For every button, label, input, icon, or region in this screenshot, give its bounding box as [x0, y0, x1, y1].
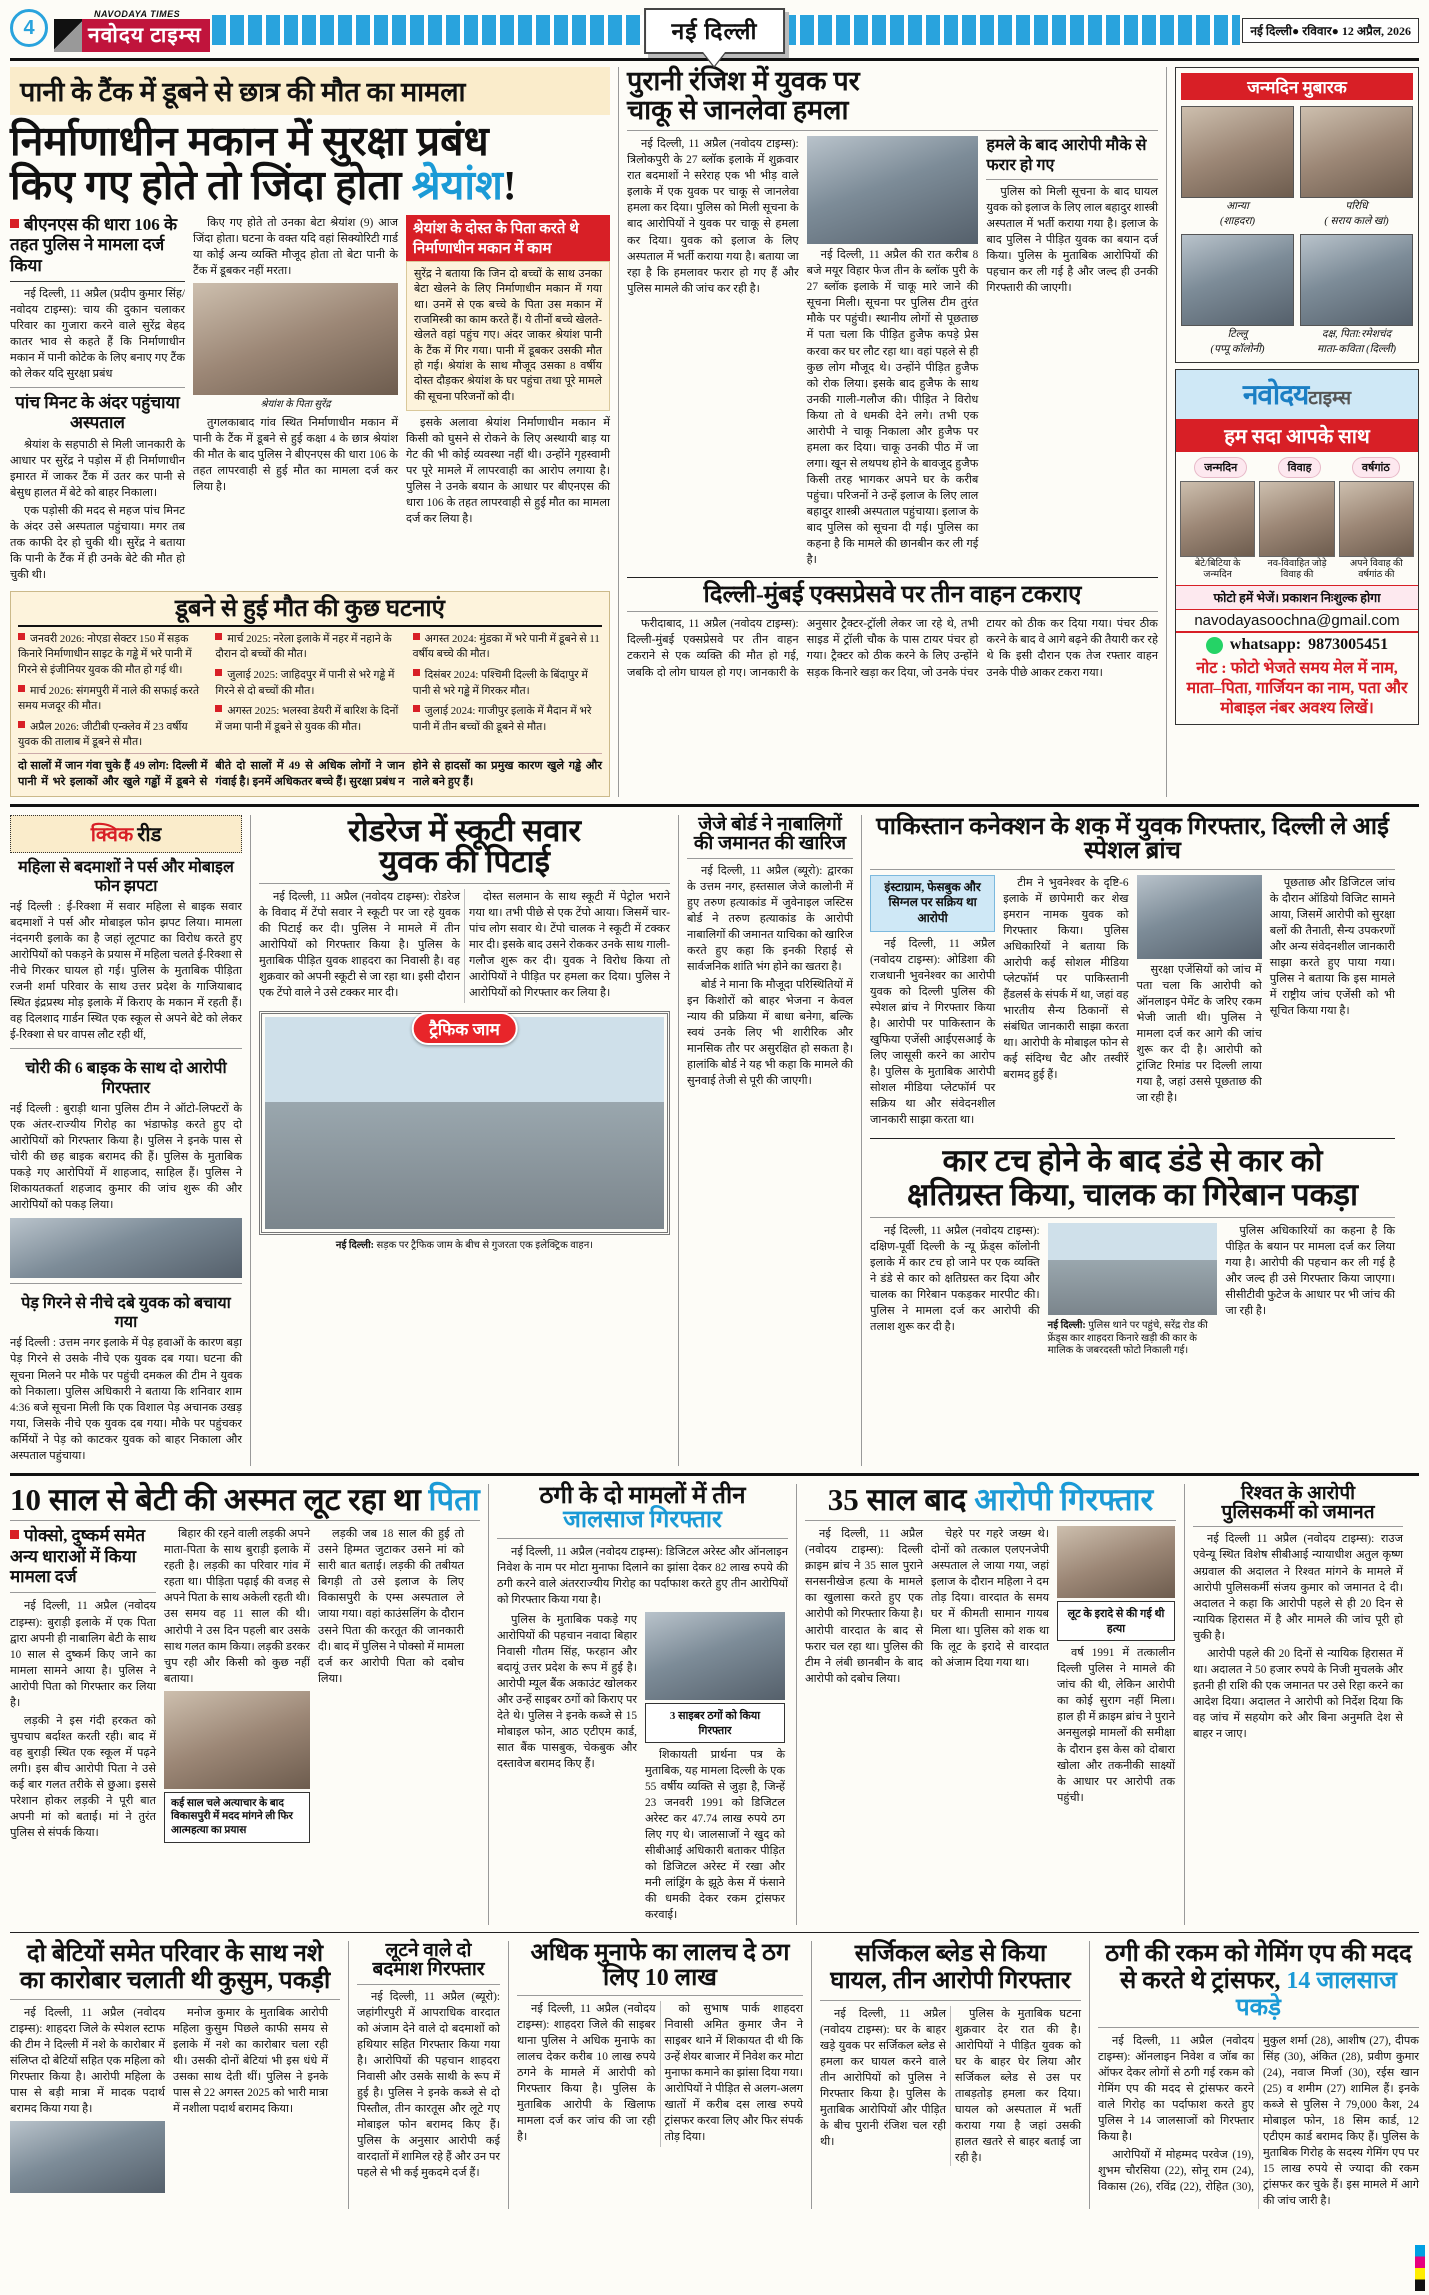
- ad-photo-row: [1176, 481, 1418, 582]
- profit-scam-headline: अधिक मुनाफे का लालच दे ठग लिए 10 लाख: [530, 1940, 790, 1991]
- roadrage-headline: रोडरेज में स्कूटी सवार युवक की पिटाई: [347, 812, 582, 880]
- lead-col2-body: किए गए होते तो उनका बेटा श्रेयांश (9) आज जिंदा होता। घटना के वक्त यदि वहां सिक्योरिटी गार्ड या कोई अन्य व्यक्ति मौजूद होता तो बेटा पानी के टैंक में डूबकर नहीं मरता।: [193, 216, 398, 277]
- pocso-body-3: लड़की जब 18 साल की हुई तो उसने हिम्मत जुटाकर उसने मां को सारी बात बताई। लड़की की तबीयत बिगड़ी तो उसे इलाज के लिए विकासपुरी के एम्स अस्पताल ले जाया गया। वहां काउंसलिंग के दौरान उसने पिता की करतूत की जानकारी दी। बाद में पुलिस ने पोक्सो में मामला दर्ज कर आरोपी पिता को दबोच लिया।: [318, 1528, 464, 1685]
- list-bullet-icon: [215, 633, 222, 640]
- ad-note: फोटो हमें भेजें। प्रकाशन निःशुल्क होगा: [1176, 585, 1418, 610]
- gaming-app-body: नई दिल्ली, 11 अप्रैल (नवोदय टाइम्स): ऑनलाइन निवेश व जॉब का ऑफर देकर लोगों से ठगी गई रकम को गेमिंग एप की मदद से ट्रांसफर करने वाले गिरोह का पर्दाफाश करते हुए पुलिस ने 14 जालसाजों को गिरफ्तार किया है। आरोपियों में मोहम्मद परवेज (19), शुभम चौरसिया (22), सोनू राम (24), विकास (26), रविंद्र (22), रोहित (30), मुकुल शर्मा (28), आशीष (27), दीपक सिंह (30), अंकित (28), प्रवीण कुमार (24), नवाज मिर्जा (30), रईस खान (25) व शमीम (27) शामिल हैं। इनके कब्जे से पुलिस ने 79,000 कैश, 24 मोबाइल फोन, 18 सिम कार्ड, 12 एटीएम कार्ड बरामद किए हैं। पुलिस के मुताबिक गिरोह के सदस्य गेमिंग एप पर 15 लाख रुपये से ज्यादा की रकम ट्रांसफर कर चुके हैं। इस मामले में आगे की जांच जारी है।: [1098, 2034, 1419, 2208]
- top-package: [10, 67, 1419, 797]
- fraud-headline: ठगी के दो मामलों में तीन जालसाज गिरफ्तार: [539, 1482, 746, 1534]
- drowning-box-title: डूबने से हुई मौत की कुछ घटनाएं: [18, 597, 602, 626]
- lead-subcolumns: [10, 215, 610, 585]
- quick-read-3-body: नई दिल्ली : उत्तम नगर इलाके में पेड़ हवाओं के कारण बड़ा पेड़ गिरने से उसके नीचे एक युवक दब गया। घटना की सूचना मिलने पर मौके पर पहुंची दमकल की टीम ने युवक को निकाला। पुलिस अधिकारी ने बताया कि शनिवार शाम 4:36 बजे सूचना मिली कि एक विशाल पेड़ अचानक उखड़ गया, जिसके नीचे एक युवक दब गया। मौके पर पहुंचकर कर्मियों ने पेड़ को काटकर युवक को बाहर निकाला और अस्पताल पहुंचाया।: [10, 1337, 242, 1462]
- robbers-body: नई दिल्ली, 11 अप्रैल (ब्यूरो): जहांगीरपुरी में आपराधिक वारदात को अंजाम देने वाले दो बदमाशों को हथियार सहित गिरफ्तार किया गया है। आरोपियों की पहचान शाहदरा निवासी और उसके साथी के रूप में हुई है। पुलिस ने इनके कब्जे से दो पिस्तौल, तीन कारतूस और लूटे गए मोबाइल फोन बरामद किए हैं। पुलिस के अनुसार आरोपी कई वारदातों में शामिल रहे हैं और उन पर पहले से भी कई मुकदमे दर्ज हैं।: [357, 1990, 500, 2180]
- birthday-person: [1181, 234, 1294, 356]
- birthday-person: [1300, 234, 1413, 356]
- drowning-box-footer: दो सालों में जान गंवा चुके हैं 49 लोग: दिल्ली में पानी में भरे इलाकों और खुले गड्ढों में डूबने से बीते दो सालों में 49 से अधिक लोगों ने जान गंवाई है। इनमें अधिकतर बच्चे हैं। सुरक्षा प्रबंध न होने से हादसों का प्रमुख कारण खुले गड्ढे और नाले बने हुए हैं।: [18, 753, 602, 791]
- knife-attack-illustration: [807, 136, 979, 244]
- bribe-body: नई दिल्ली 11 अप्रैल (नवोदय टाइम्स): राउज एवेन्यू स्थित विशेष सीबीआई न्यायाधीश अतुल कृष्ण अग्रवाल की अदालत ने रिश्वत मांगने के मामले में आरोपी पुलिसकर्मी संजय कुमार को जमानत दे दी। अदालत ने कहा कि आरोपी पहले से ही 20 दिन से न्यायिक हिरासत में है और मामले की जांच पूरी हो चुकी है। आरोपी पहले की 20 दिनों से न्यायिक हिरासत में था। अदालत ने 50 हजार रुपये के निजी मुचलके और इतनी ही राशि की एक जमानत पर उसे रिहा करने का आदेश दिया। अदालत ने आरोपी को निर्देश दिया कि वह जांच में सहयोग करे और बिना अनुमति देश से बाहर न जाए।: [1193, 1533, 1403, 1740]
- birthday-person-place: ( सराय काले खां): [1324, 216, 1389, 228]
- birthday-photo: [1181, 234, 1294, 326]
- color-registration-mark: [1415, 2245, 1425, 2291]
- page-number-badge: [10, 9, 52, 51]
- pakistan-body-4: पूछताछ और डिजिटल जांच के दौरान ऑडियो विजिट सामने आया, जिसमें आरोपी को सुरक्षा बलों की तैनाती, सैन्य उपकरणों और अन्य संवेदनशील जानकारी साझा करते हुए पाया गया। पुलिस ने बताया कि इस मामले में राष्ट्रीय जांच एजेंसी को भी सूचित किया गया है।: [1269, 876, 1395, 1018]
- right-rail: [1166, 67, 1419, 797]
- quick-read-1-body: नई दिल्ली : ई-रिक्शा में सवार महिला से बाइक सवार बदमाशों ने पर्स और मोबाइल फोन झपट लिया। मामला नंदनगरी इलाके का है जहां लूटपाट का विरोध करते हुए आरोपियों को पकड़ने के प्रयास में महिला चलते ई-रिक्शा से नीचे गिरकर घायल हो गई। पुलिस के मुताबिक पीड़िता रजनी शर्मा परिवार के साथ उत्तर प्रदेश के गाजियाबाद स्थित इंद्रप्रस्थ मोड़ इलाके में किराए के मकान में रहती हैं। वह दिलशाद गार्डन स्थित एक स्कूल से अपने बेटे को लेकर ई-रिक्शा से घर वापस लौट रही थीं,: [10, 901, 242, 1042]
- ad-logo: [1176, 370, 1418, 419]
- fraud-body-1: नई दिल्ली, 11 अप्रैल (नवोदय टाइम्स): डिजिटल अरेस्ट और ऑनलाइन निवेश के नाम पर मोटा मुनाफा दिलाने का झांसा देकर 82 लाख रुपये की ठगी करने वाले अंतरराज्यीय गिरोह का पर्दाफाश करते हुए तीन आरोपियों को गिरफ्तार किया गया है।: [497, 1545, 788, 1606]
- birthday-person-name: टिल्लू: [1227, 329, 1248, 341]
- newspaper-logo: [54, 9, 210, 52]
- drug-body-1: नई दिल्ली, 11 अप्रैल (नवोदय टाइम्स): शाहदरा जिले के स्पेशल स्टाफ की टीम ने दिल्ली में नशे के कारोबार में संलिप्त दो बेटियों सहित एक महिला को गिरफ्तार किया है। आरोपी महिला के पास से बड़ी मात्रा में मादक पदार्थ बरामद किया गया है।: [10, 2006, 165, 2116]
- ad-pill-row: [1176, 452, 1418, 481]
- birthday-photo: [1300, 106, 1413, 198]
- lead-col2-body2: तुगलकाबाद गांव स्थित निर्माणाधीन मकान में पानी के टैंक में डूबने से हुई कक्षा 4 के छात्र श्रेयांश की मौत के बाद पुलिस ने बीएनएस की धारा 106 के तहत लापरवाही से हुई मौत का मामला दर्ज कर लिया है।: [193, 417, 398, 494]
- pakistan-col-4: [1270, 875, 1395, 1130]
- cold-case-story: [796, 1481, 1176, 1925]
- car-col-2: [1048, 1223, 1218, 1358]
- whatsapp-icon: [1206, 637, 1223, 654]
- logo-hindi-name: नवोदय टाइम्स: [82, 19, 210, 52]
- cold-case-col-2: [931, 1526, 1049, 1807]
- knife-col-3: [986, 136, 1158, 570]
- list-bullet-icon: [413, 705, 420, 712]
- lower-band-2: [10, 1941, 1419, 2209]
- ad-caption-2: नव-विवाहित जोड़े विवाह की: [1267, 558, 1327, 580]
- ad-photo-couple-anniversary: [1339, 481, 1414, 557]
- knife-body-3: पुलिस को मिली सूचना के बाद घायल युवक को इलाज के लिए लाल बहादुर शास्त्री अस्पताल में भर्ती कराया गया है। इलाज के बाद पुलिस ने पीड़ित युवक का बयान दर्ज किया। पुलिस के मुताबिक आरोपियों की पहचान कर ली गई है और जल्द ही उनकी गिरफ्तारी की जाएगी।: [986, 185, 1159, 294]
- dateline: नई दिल्ली● रविवार● 12 अप्रैल, 2026: [1242, 18, 1419, 43]
- list-bullet-icon: [18, 721, 25, 728]
- traffic-photo-frame: [259, 1011, 670, 1235]
- quick-read-column: [10, 815, 242, 1466]
- car-damage-headline: कार टच होने के बाद डंडे से कार को क्षतिग्रस्त किया, चालक का गिरेबान पकड़ा: [907, 1142, 1358, 1213]
- pakistan-car-column: [861, 815, 1395, 1466]
- birthday-person: [1300, 106, 1413, 228]
- quick-read-1-headline: महिला से बदमाशों ने पर्स और मोबाइल फोन झपटा: [18, 858, 234, 896]
- pocso-col-3: [318, 1526, 464, 1843]
- pakistan-body-3: सुरक्षा एजेंसियों को जांच में पता चला कि आरोपी को ऑनलाइन पेमेंट के जरिए रकम भेजी जाती थी। पुलिस ने मामला दर्ज कर आगे की जांच शुरू कर दी है। आरोपी को ट्रांजिट रिमांड पर दिल्ली लाया गया है, जहां उससे पूछताछ की जा रही है।: [1136, 963, 1262, 1105]
- lead-headline-line1: निर्माणाधीन मकान में सुरक्षा प्रबंध: [10, 118, 489, 164]
- car-body-2: पुलिस अधिकारियों का कहना है कि पीड़ित के बयान पर मामला दर्ज कर लिया गया है। आरोपी की पहचान कर ली गई है और जल्द ही उसे गिरफ्तार किया जाएगा। सीसीटीवी फुटेज के आधार पर भी जांच की जा रही है।: [1225, 1225, 1396, 1318]
- pakistan-body-2: टीम ने भुवनेश्वर के दृष्टि-6 इलाके में छापेमारी कर शेख इमरान नामक युवक को गिरफ्तार किया। पुलिस अधिकारियों ने बताया कि आरोपी कई सोशल मीडिया प्लेटफॉर्म पर पाकिस्तानी हैंडलर्स के संपर्क में था, जहां वह भारतीय सैन्य ठिकानों से संबंधित जानकारी साझा करता था। आरोपी के मोबाइल फोन से कई संदिग्ध चैट और तस्वीरें बरामद हुई हैं।: [1003, 876, 1129, 1082]
- fraud-photo-accused: [645, 1612, 785, 1700]
- fraud-arrest-story: [488, 1484, 788, 1925]
- birthday-person-place: (पप्पू कॉलोनी): [1210, 344, 1265, 356]
- car-damage-photo: [1048, 1223, 1218, 1315]
- ad-pill-wedding[interactable]: विवाह: [1278, 457, 1322, 478]
- birthday-photo: [1300, 234, 1413, 326]
- lead-photo-caption: श्रेयांश के पिता सुरेंद्र: [260, 398, 331, 410]
- car-photo-caption: नई दिल्ली: पुलिस थाने पर पहुंचे, सरेंद्र रोड की फ्रेंड्स कार शाहदरा किनारे खड़ी की कार के मालिक के जबरदस्ती फोटो निकाली गई।: [1047, 1320, 1208, 1357]
- list-bullet-icon: [215, 705, 222, 712]
- cold-case-col-1: [805, 1526, 923, 1807]
- pocso-headline: 10 साल से बेटी की अस्मत लूट रहा था पिता: [10, 1481, 480, 1517]
- logo-english-name: NAVODAYA TIMES: [94, 8, 181, 19]
- gaming-app-headline: ठगी की रकम को गेमिंग एप की मदद से करते थे ट्रांसफर, 14 जालसाज पकड़े: [1105, 1941, 1412, 2021]
- drug-photo-accused: [10, 2121, 165, 2193]
- pakistan-body-1: नई दिल्ली, 11 अप्रैल (नवोदय टाइम्स): ओडिशा की राजधानी भुवनेश्वर का आरोपी युवक को दिल्ली पुलिस की स्पेशल ब्रांच ने गिरफ्तार किया है। आरोपी पर पाकिस्तान के खुफिया एजेंसी आईएसआई के लिए जासूसी करने का आरोप है। पुलिस के मुताबिक आरोपी सोशल मीडिया प्लेटफॉर्म पर सक्रिय था और संवेदनशील जानकारी साझा करता था।: [870, 937, 996, 1126]
- bribe-bail-story: [1184, 1484, 1403, 1925]
- profit-scam-body: नई दिल्ली, 11 अप्रैल (नवोदय टाइम्स): शाहदरा जिले की साइबर थाना पुलिस ने अधिक मुनाफे का लालच देकर करीब 10 लाख रुपये ठगने के मामले में आरोपी को गिरफ्तार किया है। पुलिस के मुताबिक आरोपी के खिलाफ मामला दर्ज कर जांच की जा रही है। को सुभाष पार्क शाहदरा निवासी अमित कुमार जैन ने साइबर थाने में शिकायत दी थी कि उन्हें शेयर बाजार में निवेश कर मोटा मुनाफा कमाने का झांसा दिया गया। आरोपियों ने पीड़ित से अलग-अलग खातों में करीब दस लाख रुपये ट्रांसफर करवा लिए और फिर संपर्क तोड़ दिया।: [517, 2003, 803, 2144]
- car-body-1: नई दिल्ली, 11 अप्रैल (नवोदय टाइम्स): दक्षिण-पूर्वी दिल्ली के न्यू फ्रेंड्स कॉलोनी इलाके में कार टच हो जाने पर एक व्यक्ति ने डंडे से कार को क्षतिग्रस्त कर दिया और चालक का गिरेबान पकड़कर मारपीट की। पुलिस ने मामला दर्ज कर आरोपी की तलाश शुरू कर दी है।: [870, 1225, 1040, 1334]
- red-square-icon: [10, 219, 19, 228]
- knife-body-2: नई दिल्ली, 11 अप्रैल की रात करीब 8 बजे मयूर विहार फेज तीन के ब्लॉक पुरी के 27 ब्लॉक इलाके में चाकू मारे जाने की सूचना मिली। सूचना पर पुलिस टीम तुरंत मौके पर पहुंची। स्थानीय लोगों से पूछताछ में पता चला कि पीड़ित हुजैफ कपड़े प्रेस करवा कर घर लौट रहा था। वहां पहले से ही कुछ लोग मौजूद थे। उन्होंने पीड़ित हुजैफ को रोक लिया। इसके बाद हुजैफ के साथ उनकी गाली-गलौज की। पीड़ित ने विरोध किया तो वे धमकी देने लगे। तभी एक आरोपी ने चाकू निकाला और हुजैफ पर हमला कर दिया। चाकू उनकी पीठ में जा लगा। खून से लथपथ होने के बावजूद हुजैफ किसी तरह भागकर अपने घर के करीब पहुंचा। परिजनों ने उन्हें इलाज के लिए लाल बहादुर शास्त्री अस्पताल पहुंचाया। इलाज के बाद पुलिस को सूचना दी गई। पुलिस का कहना है कि मामले की छानबीन कर ली गई है।: [806, 249, 979, 566]
- drug-col-2: [173, 2005, 328, 2193]
- cold-case-body-2: चेहरे पर गहरे जख्म थे। दोनों को तत्काल एलएनजेपी अस्पताल ले जाया गया, जहां इलाज के दौरान महिला ने दम तोड़ दिया। वारदात के समय घर में कीमती सामान गायब मिला था। पुलिस को शक था कि लूट के इरादे से वारदात को अंजाम दिया गया था।: [931, 1528, 1049, 1669]
- knife-subhead: हमले के बाद आरोपी मौके से फरार हो गए: [986, 137, 1147, 174]
- list-bullet-icon: [215, 669, 222, 676]
- lower-band-1: [10, 1481, 1419, 1925]
- pocso-kicker: पोक्सो, दुष्कर्म समेत अन्य धाराओं में किया मामला दर्ज: [10, 1526, 146, 1587]
- lead-col1-body2: श्रेयांश के सहपाठी से मिली जानकारी के आधार पर सुरेंद्र ने पड़ोस में ही निर्माणाधीन इमारत में जाकर टैंक में उतर कर पानी से बेसुध हालत में बेटे को बाहर निकाला। एक पड़ोसी की मदद से महज पांच मिनट के अंदर उसे अस्पताल पहुंचाया। मगर तब तक काफी देर हो चुकी थी। सुरेंद्र ने बताया कि पानी के टैंक में ही उनके बेटे की मौत हो चुकी थी।: [10, 438, 185, 582]
- ad-email[interactable]: navodayasoochna@gmail.com: [1176, 610, 1418, 633]
- pakistan-col-1: [870, 875, 995, 1130]
- knife-body-1: नई दिल्ली, 11 अप्रैल (नवोदय टाइम्स): त्रिलोकपुरी के 27 ब्लॉक इलाके में शुक्रवार रात बदमाशों ने सरेराह एक भी भीड़ वाले इलाके में एक युवक पर चाकू से जानलेवा हमला कर दिया। पुलिस को मिली सूचना के बाद आरोपियों ने युवक पर चाकू से हमला कर दिया। युवक को इलाज के लिए अस्पताल में भर्ती कराया गया है। बताया जा रहा है कि हमलावर फरार हो गए हैं और पुलिस मामले की जांच कर रही है।: [627, 138, 799, 295]
- drug-body-2: मनोज कुमार के मुताबिक आरोपी महिला कुसुम पिछले काफी समय से इलाके में नशे का कारोबार चला रही थी। उसकी दोनों बेटियां भी इस धंधे में उसका साथ देती थीं। पुलिस ने इनके पास से 22 अगस्त 2025 को भारी मात्रा में नशीला पदार्थ बरामद किया।: [173, 2006, 328, 2116]
- pocso-col-2: [164, 1526, 310, 1843]
- quick-read-3-headline: पेड़ गिरने से नीचे दबे युवक को बचाया गया: [21, 1295, 231, 1332]
- lead-col-3: [406, 215, 610, 585]
- birthday-person-place: माता-कविता (दिल्ली): [1316, 344, 1396, 356]
- knife-headline: पुरानी रंजिश में युवक पर चाकू से जानलेवा हमला: [627, 66, 860, 126]
- fraud-body-2: पुलिस के मुताबिक पकड़े गए आरोपियों की पहचान नवादा बिहार निवासी गौतम सिंह, फरहान और बदायूं उत्तर प्रदेश के रूप में हुई है। आरोपी म्यूल बैंक अकाउंट खोलकर और उन्हें साइबर ठगों को किराए पर देते थे। पुलिस ने इनके कब्जे से 15 मोबाइल फोन, आठ एटीएम कार्ड, सात बैंक पासबुक, चेकबुक और दस्तावेज बरामद किए हैं।: [497, 1613, 637, 1771]
- drug-family-story: [10, 1941, 340, 2209]
- lead-redbox-body: सुरेंद्र ने बताया कि जिन दो बच्चों के साथ उनका बेटा खेलने के लिए निर्माणाधीन मकान में गया था। उनमें से एक बच्चे के पिता उस मकान में राजमिस्त्री का काम करते हैं। ये तीनों बच्चे खेलते-खेलते वहां पहुंच गए। अंदर जाकर श्रेयांश पानी के टैंक में गिर गया। पानी में डूबकर उसकी मौत हो गई। श्रेयांश के साथ मौजूद उसका 8 वर्षीय दोस्त दौड़कर श्रेयांश के घर पहुंचा तथा पूरे मामले की सूचना परिजनों को दी।: [406, 261, 610, 412]
- birthday-person-name: दक्ष, पिता:रमेशचंद: [1321, 329, 1392, 341]
- ad-pill-birthday[interactable]: जन्मदिन: [1194, 457, 1247, 478]
- fraud-inset-box: 3 साइबर ठगों को किया गिरफ्तार: [645, 1703, 785, 1743]
- ad-whatsapp[interactable]: [1176, 633, 1418, 657]
- lead-col-1: [10, 215, 185, 585]
- list-bullet-icon: [413, 669, 420, 676]
- fraud-col-1: [497, 1612, 637, 1925]
- traffic-jam-photo: [265, 1017, 664, 1229]
- birthday-title: जन्मदिन मुबारक: [1181, 73, 1413, 100]
- expressway-headline: दिल्ली-मुंबई एक्सप्रेसवे पर तीन वाहन टकराए: [703, 581, 1082, 608]
- drowning-box-list: जनवरी 2026: नोएडा सेक्टर 150 में सड़क किनारे निर्माणाधीन साइट के गड्ढे में भरे पानी में गिरने से इंजीनियर युवक की मौत हो गई थी। मार्च 2026: संगमपुरी में नाले की सफाई करते समय मजदूर की मौत। अप्रैल 2026: जीटीबी एन्क्लेव में 23 वर्षीय युवक की तालाब में डूबने से मौत। मार्च 2025: नरेला इलाके में नहर में नहाने के दौरान दो बच्चों की मौत। जुलाई 2025: जाहिदपुर में पानी से भरे गड्ढे में गिरने से दो बच्चों की मौत। अगस्त 2025: भलस्वा डेयरी में बारिश के दिनों में जमा पानी में डूबने से युवक की मौत। अगस्त 2024: मुंडका में भरे पानी में डूबने से 11 वर्षीय बच्चे की मौत। दिसंबर 2024: पश्चिमी दिल्ली के बिंदापुर में पानी से भरे गड्ढे में गिरकर मौत। जुलाई 2024: गाजीपुर इलाके में मैदान में भरे पानी में तीन बच्चों की डूबने से मौत।: [18, 632, 600, 749]
- quick-read-label-b: रीड: [137, 823, 162, 846]
- knife-attack-story: [618, 67, 1158, 797]
- red-square-icon: [10, 1530, 19, 1539]
- knife-col-2: [807, 136, 979, 570]
- roadrage-body: नई दिल्ली, 11 अप्रैल (नवोदय टाइम्स): रोडरेज के विवाद में टेंपो सवार ने स्कूटी पर जा रहे युवक की पिटाई कर दी। पुलिस ने मामले में तीन आरोपियों को गिरफ्तार किया है। पुलिस के मुताबिक पीड़ित युवक शाहदरा का निवासी है। वह शुक्रवार को अपनी स्कूटी से जा रहा था। इसी दौरान एक टेंपो वाले ने उसे टक्कर मार दी। दोस्त सलमान के साथ स्कूटी में पेट्रोल भराने गया था। तभी पीछे से एक टेंपो आया। जिसमें चार-पांच लोग सवार थे। टेंपो चालक ने स्कूटी में टक्कर मार दी। इसके बाद उसने रोककर उनके साथ गाली-गलौज शुरू कर दी। युवक ने विरोध किया तो आरोपियों ने पीड़ित पर हमला कर दिया। पुलिस ने आरोपियों को गिरफ्तार कर लिया है।: [259, 891, 670, 1000]
- pocso-body-1: नई दिल्ली, 11 अप्रैल (नवोदय टाइम्स): बुराड़ी इलाके में एक पिता द्वारा अपनी ही नाबालिग बेटी के साथ 10 साल से दुष्कर्म किए जाने का मामला सामने आया है। पुलिस ने आरोपी पिता को गिरफ्तार कर लिया है। लड़की ने इस गंदी हरकत को चुपचाप बर्दाश्त करती रही। बाद में वह बुराड़ी स्थित एक स्कूल में पढ़ने लगी। इस बीच आरोपी पिता ने उसे कई बार गलत तरीके से छुआ। इससे परेशान होकर लड़की ने पूरी बात अपनी मां को बताई। मां ने तुरंत पुलिस से संपर्क किया।: [10, 1600, 156, 1839]
- knife-col-1: [627, 136, 799, 570]
- ad-caption-3: अपने विवाह की वर्षगांठ की: [1349, 558, 1403, 580]
- jj-board-column: [678, 815, 853, 1466]
- ad-logo-grey: टाइम्स: [1308, 387, 1352, 409]
- birthday-photo: [1181, 106, 1294, 198]
- lead-bullet-note-1: बीएनएस की धारा 106 के तहत पुलिस ने मामला दर्ज किया: [10, 214, 178, 275]
- cold-case-inset-box: लूट के इरादे से की गई थी हत्या: [1057, 1601, 1175, 1641]
- birthday-person-place: (शाहदरा): [1219, 216, 1256, 228]
- quick-read-2-body: नई दिल्ली : बुराड़ी थाना पुलिस टीम ने ऑटो-लिफ्टरों के एक अंतर-राज्यीय गिरोह का भंडाफोड़ करते हुए दो आरोपियों को गिरफ्तार किया है। पुलिस ने इनके पास से चोरी की छह बाइक बरामद की हैं। पुलिस के मुताबिक पकड़े गए आरोपियों में शाहजाद, साहिल हैं। पुलिस ने शिकायतकर्ता शहजाद कुमार की जांच शुरू की और आरोपियों को पकड़ लिया।: [10, 1102, 242, 1212]
- ad-pill-anniversary[interactable]: वर्षगांठ: [1352, 457, 1400, 478]
- quick-read-label-a: क्विक: [90, 823, 134, 846]
- cold-case-col-3: [1057, 1526, 1175, 1807]
- birthday-grid: [1181, 106, 1413, 357]
- drug-headline: दो बेटियों समेत परिवार के साथ नशे का कारोबार चलाती थी कुसुम, पकड़ी: [19, 1941, 331, 1994]
- car-col-1: [870, 1223, 1040, 1358]
- roadrage-column: [250, 812, 670, 1466]
- ad-photo-couple-wedding: [1259, 481, 1334, 557]
- ad-whatsapp-number: 9873005451: [1308, 636, 1389, 654]
- lead-headline-highlight: श्रेयांश: [411, 161, 503, 208]
- lead-col3-body: इसके अलावा श्रेयांश निर्माणाधीन मकान में किसी को घुसने से रोकने के लिए अस्थायी बाड़ या गेट की भी कोई व्यवस्था नहीं थी। उन्होंने गृहस्वामी पर पूरे मामले में लापरवाही का आरोप लगाया है। पुलिस ने उनके बयान के आधार पर बीएनएस की धारा 106 के तहत लापरवाही से हुई मौत का मामला दर्ज कर लिया है।: [406, 417, 610, 526]
- cold-case-body-3: वर्ष 1991 में तत्कालीन दिल्ली पुलिस ने मामले की जांच की थी, लेकिन आरोपी का कोई सुराग नहीं मिला। हाल ही में क्राइम ब्रांच ने पुराने अनसुलझे मामलों की समीक्षा के दौरान इस केस को दोबारा खोला और तकनीकी साक्ष्यों के आधार पर आरोपी तक पहुंची।: [1057, 1647, 1175, 1804]
- quick-read-header: [10, 815, 242, 853]
- pakistan-photo-handcuffs: [1137, 875, 1262, 959]
- birthday-person: [1181, 106, 1294, 228]
- pakistan-headline: पाकिस्तान कनेक्शन के शक में युवक गिरफ्तार, दिल्ली ले आई स्पेशल ब्रांच: [876, 813, 1389, 865]
- pocso-photo-victim: [164, 1691, 310, 1789]
- traffic-jam-tag: ट्रैफिक जाम: [411, 1012, 518, 1045]
- masthead: [10, 6, 1419, 54]
- second-band: [10, 812, 1419, 1466]
- lead-col1-body: नई दिल्ली, 11 अप्रैल (प्रदीप कुमार सिंह/नवोदय टाइम्स): चाय की दुकान चलाकर परिवार का गुजारा करने वाले सुरेंद्र बेहद कातर भाव से कहते हैं कि निर्माणाधीन मकान में पानी कोटेक के लिए बनाए गए टैंक को लेकर यदि सुरक्षा प्रबंध: [10, 287, 185, 381]
- fraud-body-3: शिकायती प्रार्थना पत्र के मुताबिक, यह मामला दिल्ली के एक 55 वर्षीय व्यक्ति से जुड़ा है, जिन्हें 23 जनवरी 1991 को डिजिटल अरेस्ट कर 47.74 लाख रुपये ठग लिए गए थे। जालसाजों ने खुद को सीबीआई अधिकारी बताकर पीड़ित को डिजिटल अरेस्ट में रखा और मनी लांड्रिंग के झूठे केस में फंसाने की धमकी देकर रकम ट्रांसफर करवाई।: [645, 1748, 785, 1922]
- masthead-stripes-right: [728, 15, 1240, 45]
- robbers-headline: लूटने वाले दो बदमाश गिरफ्तार: [372, 1940, 485, 1981]
- lead-story: [10, 67, 610, 797]
- traffic-photo-caption: नई दिल्ली: सड़क पर ट्रैफिक जाम के बीच से गुजरता एक इलेक्ट्रिक वाहन।: [335, 1240, 594, 1252]
- birthday-person-name: आन्या: [1226, 201, 1249, 212]
- quick-read-2-photo-handcuffs: [10, 1218, 242, 1278]
- cold-case-illustration: [1057, 1526, 1175, 1598]
- jj-body: नई दिल्ली, 11 अप्रैल (ब्यूरो): द्वारका के उत्तम नगर, हस्तसाल जेजे कालोनी में हुए तरुण हत्याकांड में जुवेनाइल जस्टिस बोर्ड ने तरुण हत्याकांड के आरोपी नाबालिगों की जमानत याचिका को खारिज करते हुए कहा कि इनकी रिहाई से सार्वजनिक शांति भंग होने का खतरा है। बोर्ड ने माना कि मौजूदा परिस्थितियों में इन किशोरों को बाहर भेजना न केवल न्याय की प्रक्रिया में बाधा बनेगा, बल्कि स्वयं उनके लिए भी शारीरिक और मानसिक तौर पर असुरक्षित हो सकता है। हालांकि बोर्ड ने यह भी कहा कि मामले की सुनवाई तेजी से पूरी की जाएगी।: [687, 864, 853, 1087]
- lead-redbox-title: श्रेयांश के दोस्त के पिता करते थे निर्माणाधीन मकान में काम: [406, 215, 610, 261]
- ad-red-title: हम सदा आपके साथ: [1176, 419, 1418, 452]
- surgical-blade-body: नई दिल्ली, 11 अप्रैल (नवोदय टाइम्स): घर के बाहर खड़े युवक पर सर्जिकल ब्लेड से हमला कर घायल करने वाले तीन आरोपियों को पुलिस ने गिरफ्तार किया है। पुलिस के मुताबिक आरोपियों और पीड़ित के बीच पुरानी रंजिश चल रही थी। पुलिस के मुताबिक घटना शुक्रवार देर रात की है। आरोपियों ने पीड़ित युवक को घर के बाहर घेर लिया और सर्जिकल ब्लेड से उस पर ताबड़तोड़ हमला कर दिया। घायल को अस्पताल में भर्ती कराया गया है जहां उसकी हालत खतरे से बाहर बताई जा रही है।: [820, 2007, 1081, 2165]
- bribe-headline: रिश्वत के आरोपी पुलिसकर्मी को जमानत: [1221, 1482, 1375, 1524]
- list-bullet-icon: [18, 633, 25, 640]
- pocso-body-2: बिहार की रहने वाली लड़की अपने माता-पिता के साथ बुराड़ी इलाके में रहती है। लड़की का परिवार गांव में रहता था। पीड़िता पढ़ाई की वजह से अपने पिता के साथ अकेली रहती थी। उस समय वह 11 साल की थी। आरोपी ने उस दिन पहली बार उसके साथ गलत काम किया। लड़की डरकर चुप रही और किसी को कुछ नहीं बताया।: [164, 1528, 310, 1685]
- lead-headline-line2a: किए गए होते तो जिंदा होता: [10, 161, 412, 208]
- ad-photo-child: [1180, 481, 1255, 557]
- lead-subhead-hospital: पांच मिनट के अंदर पहुंचाया अस्पताल: [15, 393, 180, 433]
- lead-kicker: पानी के टैंक में डूबने से छात्र की मौत का मामला: [10, 67, 610, 115]
- expressway-body: फरीदाबाद, 11 अप्रैल (नवोदय टाइम्स): दिल्ली-मुंबई एक्सप्रेसवे पर तीन वाहन टकराने से एक व्यक्ति की मौत हो गई, जबकि दो लोग घायल हो गए। जानकारी के अनुसार ट्रैक्टर-ट्रॉली लेकर जा रहे थे, तभी साइड में ट्रॉली चौक के पास टायर पंचर हो गया। ट्रैक्टर को ठीक करने के लिए उन्होंने सड़क किनारे खड़ा कर दिया, जो उनके पंचर टायर को ठीक कर दिया गया। पंचर ठीक करने के बाद वे आगे बढ़ने की तैयारी कर रहे थे कि इसी दौरान एक तेज रफ्तार वाहन उनके पीछे आकर टकरा गया।: [627, 618, 1158, 679]
- car-col-3: [1225, 1223, 1395, 1358]
- list-bullet-icon: [413, 633, 420, 640]
- drug-col-1: [10, 2005, 165, 2193]
- jj-headline: जेजे बोर्ड ने नाबालिगों की जमानत की खारिज: [693, 813, 847, 855]
- pakistan-col-3: [1137, 875, 1262, 1130]
- birthday-person-name: परिधि: [1345, 201, 1368, 212]
- fraud-col-2: [645, 1612, 785, 1925]
- ad-logo-blue: नवोदय: [1242, 379, 1309, 411]
- logo-black-flag: [54, 19, 82, 52]
- ad-footer-note: नोट : फोटो भेजते समय मेल में नाम, माता–पिता, गार्जियन का नाम, पता और मोबाइल नंबर अवश्य लिखें।: [1186, 660, 1408, 718]
- ad-caption-1: बेटे/बिटिया के जन्मदिन: [1194, 558, 1241, 580]
- lead-col-2: [193, 215, 398, 585]
- profit-scam-story: [508, 1941, 803, 2209]
- birthday-box: [1175, 67, 1419, 363]
- city-tab-label: नई दिल्ली: [671, 19, 758, 44]
- surgical-blade-headline: सर्जिकल ब्लेड से किया घायल, तीन आरोपी गिरफ्तार: [830, 1941, 1071, 1994]
- pocso-inset-box: कई साल चले अत्याचार के बाद विकासपुरी में मदद मांगने ली फिर आत्महत्या का प्रयास: [164, 1792, 310, 1843]
- classified-ad[interactable]: [1175, 369, 1419, 726]
- gaming-app-story: [1089, 1941, 1419, 2209]
- pocso-story: [10, 1481, 480, 1925]
- cold-case-headline: 35 साल बाद आरोपी गिरफ्तार: [827, 1481, 1154, 1517]
- ad-whatsapp-label: whatsapp:: [1229, 636, 1302, 654]
- pakistan-col-2: [1003, 875, 1128, 1130]
- robbers-arrest-story: [348, 1941, 500, 2209]
- list-bullet-icon: [18, 685, 25, 692]
- lead-headline-line2c: !: [502, 161, 517, 208]
- pakistan-bluebox: इंस्टाग्राम, फेसबुक और सिग्नल पर सक्रिय था आरोपी: [870, 875, 995, 932]
- lead-headline: [10, 120, 610, 208]
- cold-case-body-1: नई दिल्ली, 11 अप्रैल (नवोदय टाइम्स): दिल्ली क्राइम ब्रांच ने 35 साल पुराने सनसनीखेज हत्या के मामले का खुलासा करते हुए एक आरोपी को गिरफ्तार किया है। आरोपी वारदात के बाद से फरार चल रहा था। पुलिस की टीम ने लंबी छानबीन के बाद आरोपी को दबोच लिया।: [805, 1528, 923, 1685]
- quick-read-2-headline: चोरी की 6 बाइक के साथ दो आरोपी गिरफ्तार: [25, 1060, 227, 1097]
- drowning-incidents-box: [10, 591, 610, 797]
- pocso-col-1: [10, 1526, 156, 1843]
- lead-photo-father: [193, 283, 398, 395]
- city-tab[interactable]: [644, 8, 786, 54]
- surgical-blade-story: [811, 1941, 1081, 2209]
- page-number: 4: [10, 9, 48, 47]
